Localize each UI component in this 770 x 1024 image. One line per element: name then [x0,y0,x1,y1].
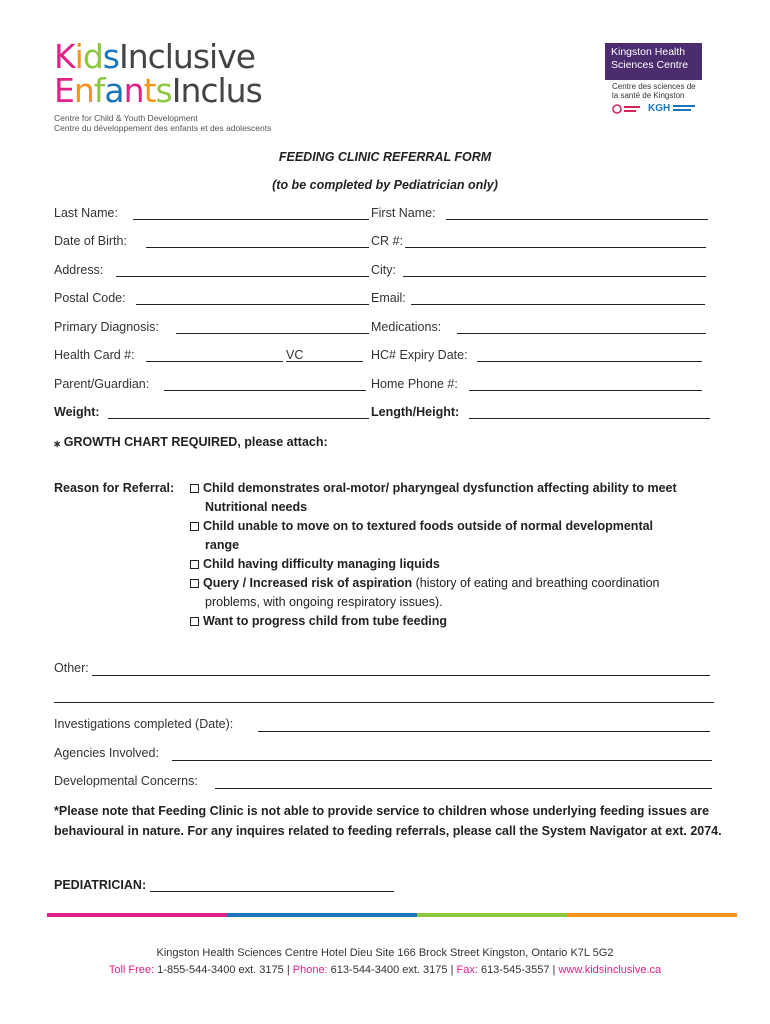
agencies-field[interactable] [172,760,712,761]
home-phone-field[interactable] [469,390,702,391]
vc-field[interactable] [286,361,363,362]
weight-field[interactable] [108,418,369,419]
reason-4-text: Query / Increased risk of aspiration [203,576,413,590]
logo-letter: i [74,37,83,76]
reason-option-3[interactable] [190,557,440,571]
separator: | [552,964,556,976]
asterisk-icon: ⁎ [54,435,61,449]
address-label: Address: [54,263,104,277]
enfants-inclus-logo [54,71,262,110]
medications-field[interactable] [457,333,706,334]
health-card-label: Health Card #: [54,348,135,362]
logo-letter: t [143,71,156,110]
kgh-text-icon [673,103,699,115]
footer-bar-green [417,913,567,917]
last-name-field[interactable] [133,219,369,220]
logo-word: Inclusive [118,37,256,76]
cr-label: CR #: [371,234,403,248]
khsc-line2: Sciences Centre [611,59,689,71]
reason-5-text: Want to progress child from tube feeding [203,614,447,628]
footer-bar-orange [567,913,737,917]
reason-option-5[interactable] [190,614,447,628]
checkbox-icon[interactable] [190,617,199,626]
medications-label: Medications: [371,320,442,334]
pediatrician-label: PEDIATRICIAN: [54,878,147,892]
parent-label: Parent/Guardian: [54,377,150,391]
separator: | [450,964,454,976]
logo-letter: s [155,71,172,110]
logo-word: Inclus [171,71,262,110]
investigations-label: Investigations completed (Date): [54,717,234,731]
toll-free-number: 1-855-544-3400 ext. 3175 [154,964,287,976]
length-field[interactable] [469,418,710,419]
fax-number: 613-545-3557 [477,964,553,976]
other-field-line-2[interactable] [54,702,714,703]
health-card-field[interactable] [146,361,283,362]
length-label: Length/Height: [371,405,460,419]
logo-letter: a [104,71,124,110]
reason-4-cont: problems, with ongoing respiratory issues). [205,595,443,609]
last-name-label: Last Name: [54,206,118,220]
other-label: Other: [54,661,89,675]
first-name-field[interactable] [446,219,708,220]
website-link[interactable]: www.kidsinclusive.ca [558,964,662,976]
kids-inclusive-logo [54,37,256,76]
dob-field[interactable] [146,247,369,248]
phone-number: 613-544-3400 ext. 3175 [327,964,451,976]
toll-free-label: Toll Free: [108,964,155,976]
reason-option-2[interactable] [190,519,653,533]
footer-bar-blue [227,913,417,917]
khsc-french [612,82,696,100]
investigations-field[interactable] [258,731,710,732]
logo-subtitle-fr: Centre du développement des enfants et des adolescents [54,123,272,133]
reason-label: Reason for Referral: [54,481,175,495]
parent-field[interactable] [164,390,366,391]
khsc-fr-line2: la santé de Kingston [612,91,685,100]
home-phone-label: Home Phone #: [371,377,458,391]
service-note: *Please note that Feeding Clinic is not able to provide service to children whose underlying feeding issues are behavioural in nature. For any inquires related to feeding referrals, please call the System Navigator at ext. 2074. [54,804,722,838]
vc-label: VC [286,348,304,362]
form-subtitle: (to be completed by Pediatrician only) [272,178,498,192]
kgh-text-icon [673,103,699,117]
email-label: Email: [371,291,406,305]
address-field[interactable] [116,276,369,277]
checkbox-icon[interactable] [190,522,199,531]
logo-letter: n [73,71,94,110]
city-label: City: [371,263,396,277]
weight-label: Weight: [54,405,100,419]
email-field[interactable] [411,304,705,305]
reason-1-text: Child demonstrates oral-motor/ pharyngeal dysfunction affecting ability to meet [203,481,677,495]
growth-chart-text: GROWTH CHART REQUIRED, please attach: [63,435,328,449]
developmental-label: Developmental Concerns: [54,774,198,788]
reason-2-text: Child unable to move on to textured foods outside of normal developmental [203,519,654,533]
reason-2-cont: range [205,538,240,552]
city-field[interactable] [403,276,706,277]
dob-label: Date of Birth: [54,234,127,248]
logo-letter: s [102,37,119,76]
diagnosis-label: Primary Diagnosis: [54,320,159,334]
hc-expiry-field[interactable] [477,361,702,362]
reason-3-text: Child having difficulty managing liquids [203,557,440,571]
logo-letter: n [123,71,144,110]
checkbox-icon[interactable] [190,579,199,588]
khsc-logo [605,43,702,80]
pediatrician-field[interactable] [150,891,394,892]
other-field[interactable] [92,675,710,676]
logo-subtitle-en: Centre for Child & Youth Development [54,113,198,123]
footer-bar-pink [47,913,227,917]
diagnosis-field[interactable] [176,333,369,334]
growth-chart-note [54,434,328,449]
reason-option-4[interactable] [190,576,660,590]
hotel-dieu-icon [612,103,642,115]
fax-label: Fax: [456,964,478,976]
agencies-label: Agencies Involved: [54,746,159,760]
footer-contact [0,964,770,976]
hotel-dieu-icon [612,103,642,117]
postal-code-field[interactable] [136,304,369,305]
postal-code-label: Postal Code: [54,291,126,305]
khsc-line1: Kingston Health [611,46,686,58]
checkbox-icon[interactable] [190,484,199,493]
checkbox-icon[interactable] [190,560,199,569]
logo-letter: d [82,37,103,76]
hc-expiry-label: HC# Expiry Date: [371,348,468,362]
cr-field[interactable] [405,247,706,248]
reason-1-cont: Nutritional needs [205,500,308,514]
form-title: FEEDING CLINIC REFERRAL FORM [278,150,492,164]
reason-option-1[interactable] [190,481,677,495]
logo-letter: K [54,37,75,76]
developmental-field[interactable] [215,788,712,789]
separator: | [286,964,290,976]
logo-letter: f [93,71,105,110]
first-name-label: First Name: [371,206,436,220]
logo-letter: E [54,71,74,110]
footer-address: Kingston Health Sciences Centre Hotel Dieu Site 166 Brock Street Kingston, Ontario K7L 5G2 [156,947,614,959]
kgh-logo: KGH [648,103,671,114]
phone-label: Phone: [292,964,328,976]
khsc-fr-line1: Centre des sciences de [612,82,696,91]
reason-4-detail: (history of eating and breathing coordination [412,576,660,590]
